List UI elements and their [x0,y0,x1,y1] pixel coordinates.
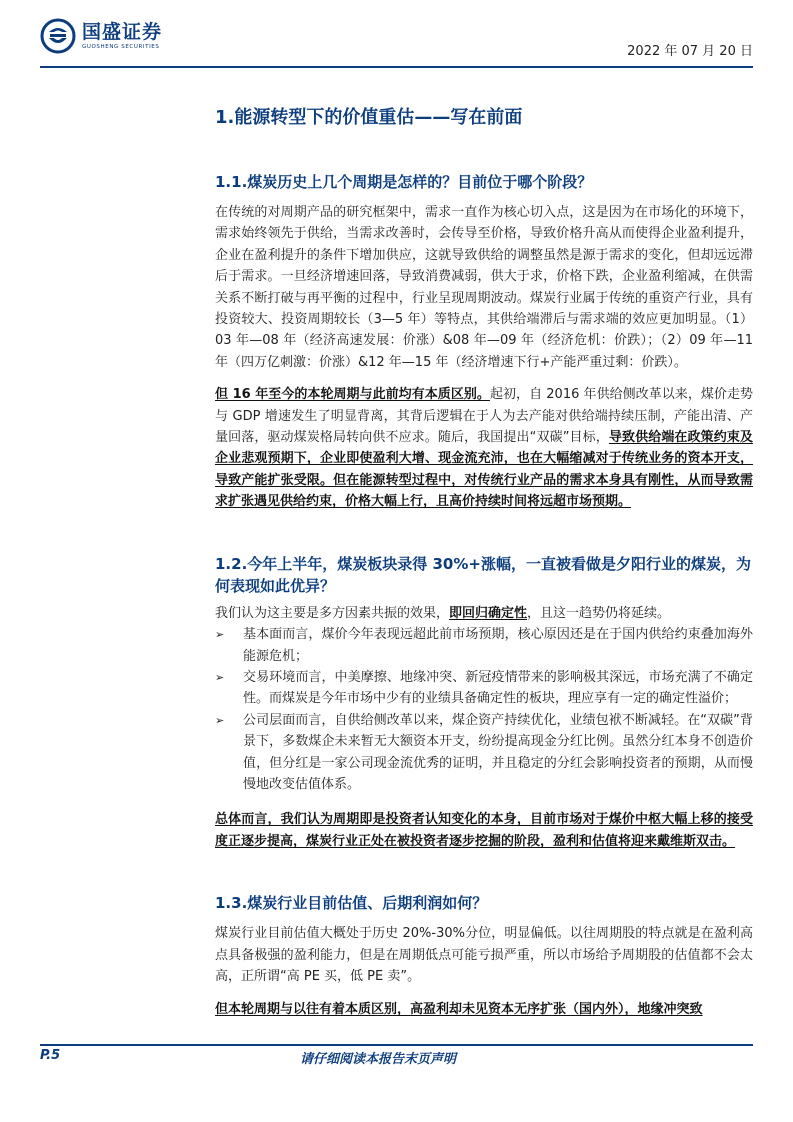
footer-divider [40,1044,753,1046]
report-date: 2022 年 07 月 20 日 [627,44,753,59]
intro-text: 我们认为这主要是多方因素共振的效果， [215,605,450,621]
page-number: P.5 [40,1048,61,1063]
bullet-item [215,624,753,667]
header-divider [40,66,753,68]
bullet-arrow-icon: ➢ [215,670,225,684]
bullet-text: 基本面而言，煤价今年表现远超此前市场预期，核心原因还是在于国内供给约束叠加海外能源危机； [243,627,753,664]
footer-disclaimer: 请仔细阅读本报告末页声明 [300,1052,457,1067]
logo-chinese-name: 国盛证券 [82,21,163,43]
section-1-3-paragraph-2 [215,999,753,1020]
section-1-3-paragraph-1: 煤炭行业目前估值大概处于历史 20%-30%分位，明显偏低。以往周期股的特点就是在盈利高点具备极强的盈利能力，但是在周期低点可能亏损严重，所以市场给予周期股的估值都不会太高，正所谓“高 PE 买，低 PE 卖”。 [215,926,753,984]
bullet-arrow-icon: ➢ [215,713,225,727]
intro-key-phrase: 即回归确定性 [449,605,528,621]
bullet-item [215,710,753,796]
section-1-3-key-text: 但本轮周期与以往有着本质区别，高盈利却未见资本无序扩张（国内外），地缘冲突致 [215,1002,703,1018]
section-1-2-heading: 1.2.今年上半年，煤炭板块录得 30%+涨幅，一直被看做是夕阳行业的煤炭，为何表现如此优异？ [215,554,751,595]
section-1-2-summary [215,809,753,852]
key-conclusion-lead: 但 16 年至今的本轮周期与此前均有本质区别。 [215,387,490,403]
section-1-1-heading: 1.1.煤炭历史上几个周期是怎样的？目前位于哪个阶段？ [215,173,593,191]
key-conclusion-underlined: 导致供给端在政策约束及企业悲观预期下，企业即使盈利大增、现金流充沛，也在大幅缩减对于传统业务的资本开支，导致产能扩张受限。但在能源转型过程中，对传统行业产品的需求本身具有刚性，从而导致需求扩张遇见供给约束，价格大幅上行，且高价持续时间将远超市场预期。 [215,430,753,510]
guosheng-logo-icon [40,18,76,54]
bullet-item [215,667,753,710]
intro-tail-text: ，且这一趋势仍将延续。 [527,605,671,621]
section-1-2-intro [215,603,753,624]
page-header [40,16,753,66]
section-1-1-paragraph-1: 在传统的对周期产品的研究框架中，需求一直作为核心切入点，这是因为在市场化的环境下，需求始终领先于供给，当需求改善时，会传导至价格，导致价格升高从而使得企业盈利提升，企业在盈利提升的条件下增加供应，这就导致供给的调整虽然是源于需求的变化，但却远远滞后于需求。一旦经济增速回落，导致消费减弱，供大于求，价格下跌，企业盈利缩减，在供需关系不断打破与再平衡的过程中，行业呈现周期波动。煤炭行业属于传统的重资产行业，具有投资较大、投资周期较长（3—5 年）等特点，其供给端滞后与需求端的效应更加明显。（1）03 年—08 年（经济高速发展：价涨）&08 年—09 年（经济危机：价跌）；（2）09 年—11 年（四万亿刺激：价涨）&12 年—15 年（经济增速下行+产能严重过剩：价跌）。 [215,205,753,370]
paragraph-body-text: 起初，自 2016 年供给侧改革以来，煤价走势与 GDP 增速发生了明显背离，其背后逻辑在于人为去产能对供给端持续压制，产能出清、产量回落，驱动煤炭格局转向供不应求。随后，我国提出“双碳”目标， [215,387,753,446]
section-1-1-paragraph-2 [215,384,753,512]
bullet-arrow-icon: ➢ [215,628,225,642]
summary-text: 总体而言，我们认为周期即是投资者认知变化的本身，目前市场对于煤价中枢大幅上移的接受度正逐步提高，煤炭行业正处在被投资者逐步挖掘的阶段，盈利和估值将迎来戴维斯双击。 [215,812,753,849]
section-1-heading: 1.能源转型下的价值重估——写在前面 [215,107,523,128]
section-1-3-heading: 1.3.煤炭行业目前估值、后期利润如何？ [215,894,488,913]
logo-english-name: GUOSHENG SECURITIES [82,44,160,50]
bullet-text: 交易环境而言，中美摩擦、地缘冲突、新冠疫情带来的影响极其深远，市场充满了不确定性。而煤炭是今年市场中少有的业绩具备确定性的板块，理应享有一定的确定性溢价； [243,669,753,707]
company-logo [40,18,162,54]
bullet-text: 公司层面而言，自供给侧改革以来，煤企资产持续优化，业绩包袱不断减轻。在“双碳”背景下，多数煤企未来暂无大额资本开支，纷纷提高现金分红比例。虽然分红本身不创造价值，但分红是一家公司现金流优秀的证明，并且稳定的分红会影响投资者的预期，从而慢慢地改变估值体系。 [243,712,753,792]
report-body [215,104,753,1021]
